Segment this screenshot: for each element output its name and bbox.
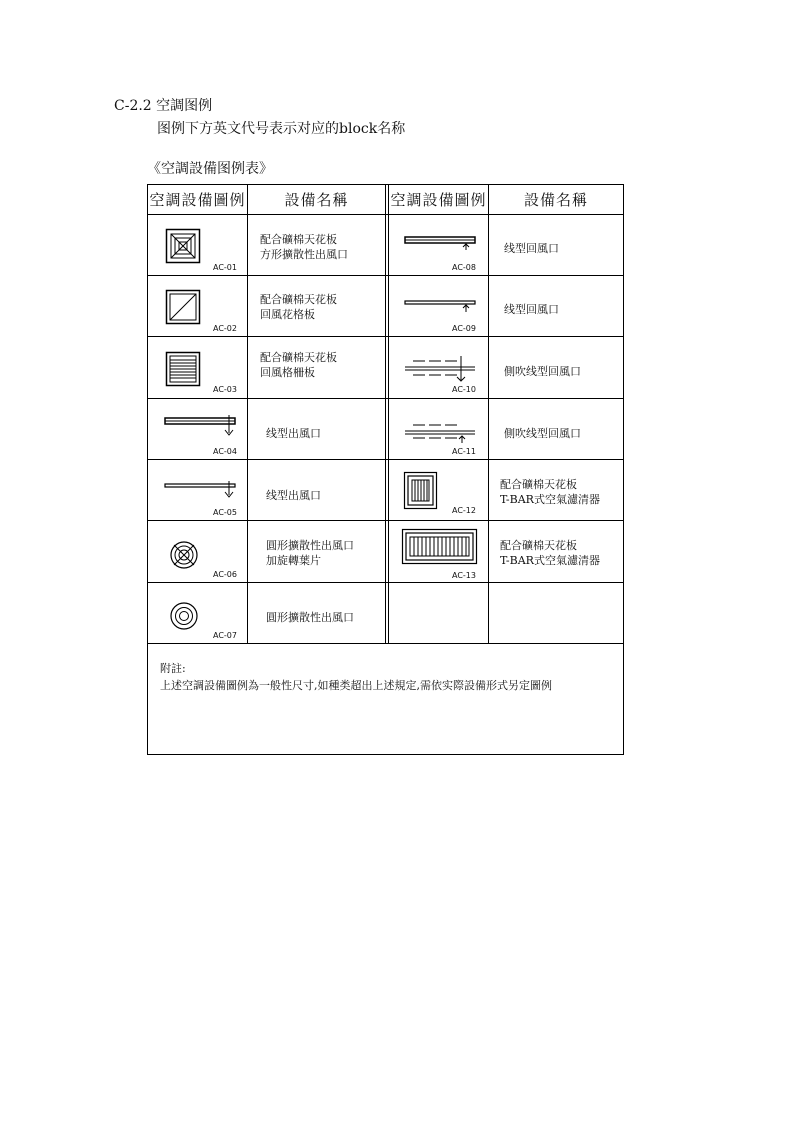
section-heading: C-2.2 空調图例 xyxy=(114,98,213,114)
equipment-name-line: 圓形擴散性出風口 xyxy=(266,539,354,552)
row-divider xyxy=(148,459,623,460)
row-divider xyxy=(148,582,623,583)
linear-supply-diffuser-double-icon xyxy=(165,415,237,437)
block-code: AC-13 xyxy=(452,571,476,580)
block-code: AC-06 xyxy=(213,570,237,579)
equipment-name xyxy=(260,292,337,322)
equipment-name-line: 配合礦棉天花板 xyxy=(500,478,577,491)
column-divider xyxy=(488,185,489,643)
row-divider xyxy=(148,643,623,644)
linear-return-double-icon xyxy=(405,236,477,250)
side-linear-return-icon xyxy=(405,356,477,382)
equipment-name xyxy=(260,350,337,380)
header-legend-right: 空調設備圖例 xyxy=(390,191,487,209)
block-code: AC-10 xyxy=(452,385,476,394)
column-divider xyxy=(388,185,389,643)
equipment-name xyxy=(504,302,559,317)
equipment-name xyxy=(500,538,600,568)
block-code: AC-03 xyxy=(213,385,237,394)
side-linear-return-alt-icon xyxy=(405,423,477,443)
equipment-name-line: 圓形擴散性出風口 xyxy=(266,611,354,624)
column-divider xyxy=(247,185,248,643)
tbar-air-filter-large-icon xyxy=(402,529,478,565)
linear-supply-diffuser-single-icon xyxy=(165,481,237,501)
block-code: AC-04 xyxy=(213,447,237,456)
notes-section xyxy=(160,660,552,694)
equipment-name-line: 側吹线型回風口 xyxy=(504,365,581,378)
section-subheading: 图例下方英文代号表示对应的block名称 xyxy=(157,121,406,137)
equipment-name-line: T-BAR式空氣濾清器 xyxy=(500,554,600,567)
equipment-name-line: 配合礦棉天花板 xyxy=(260,293,337,306)
block-code: AC-11 xyxy=(452,447,476,456)
equipment-name-line: 回風花格板 xyxy=(260,308,315,321)
header-legend-left: 空調設備圖例 xyxy=(149,191,246,209)
equipment-name-line: 线型出風口 xyxy=(266,489,321,502)
round-swirl-diffuser-icon xyxy=(169,540,199,570)
tbar-air-filter-small-icon xyxy=(404,472,438,510)
block-code: AC-01 xyxy=(213,263,237,272)
block-code: AC-02 xyxy=(213,324,237,333)
block-code: AC-08 xyxy=(452,263,476,272)
equipment-name xyxy=(504,426,581,441)
equipment-name xyxy=(266,488,321,503)
block-code: AC-12 xyxy=(452,506,476,515)
round-diffuser-icon xyxy=(169,601,199,631)
equipment-name-line: 线型回風口 xyxy=(504,242,559,255)
legend-table xyxy=(147,184,624,755)
equipment-name-line: 配合礦棉天花板 xyxy=(260,351,337,364)
notes-label: 附註: xyxy=(160,662,186,675)
notes-text: 上述空調設備圖例為一般性尺寸,如種类超出上述規定,需依实際設備形式另定圖例 xyxy=(160,679,552,692)
equipment-name-line: 方形擴散性出風口 xyxy=(260,248,348,261)
linear-return-single-icon xyxy=(405,299,477,313)
equipment-name-line: 回風格柵板 xyxy=(260,366,315,379)
equipment-name xyxy=(260,232,348,262)
row-divider xyxy=(148,214,623,215)
square-ceiling-diffuser-icon xyxy=(166,229,200,263)
block-code: AC-09 xyxy=(452,324,476,333)
table-title: 《空調設備图例表》 xyxy=(147,161,273,177)
equipment-name-line: 側吹线型回風口 xyxy=(504,427,581,440)
equipment-name-line: 配合礦棉天花板 xyxy=(500,539,577,552)
equipment-name-line: T-BAR式空氣濾清器 xyxy=(500,493,600,506)
equipment-name-line: 配合礦棉天花板 xyxy=(260,233,337,246)
equipment-name xyxy=(500,477,600,507)
block-code: AC-07 xyxy=(213,631,237,640)
header-name-left: 設備名稱 xyxy=(284,191,349,209)
block-code: AC-05 xyxy=(213,508,237,517)
row-divider xyxy=(148,520,623,521)
equipment-name-line: 线型出風口 xyxy=(266,427,321,440)
column-divider xyxy=(385,185,386,643)
row-divider xyxy=(148,398,623,399)
equipment-name-line: 加旋轉葉片 xyxy=(266,554,321,567)
equipment-name xyxy=(266,538,354,568)
equipment-name-line: 线型回風口 xyxy=(504,303,559,316)
header-name-right: 設備名稱 xyxy=(523,191,588,209)
equipment-name xyxy=(266,610,354,625)
equipment-name xyxy=(504,364,581,379)
equipment-name xyxy=(504,241,559,256)
return-grille-diagonal-icon xyxy=(166,290,200,324)
row-divider xyxy=(148,336,623,337)
row-divider xyxy=(148,275,623,276)
equipment-name xyxy=(266,426,321,441)
louvered-return-grille-icon xyxy=(166,352,200,386)
